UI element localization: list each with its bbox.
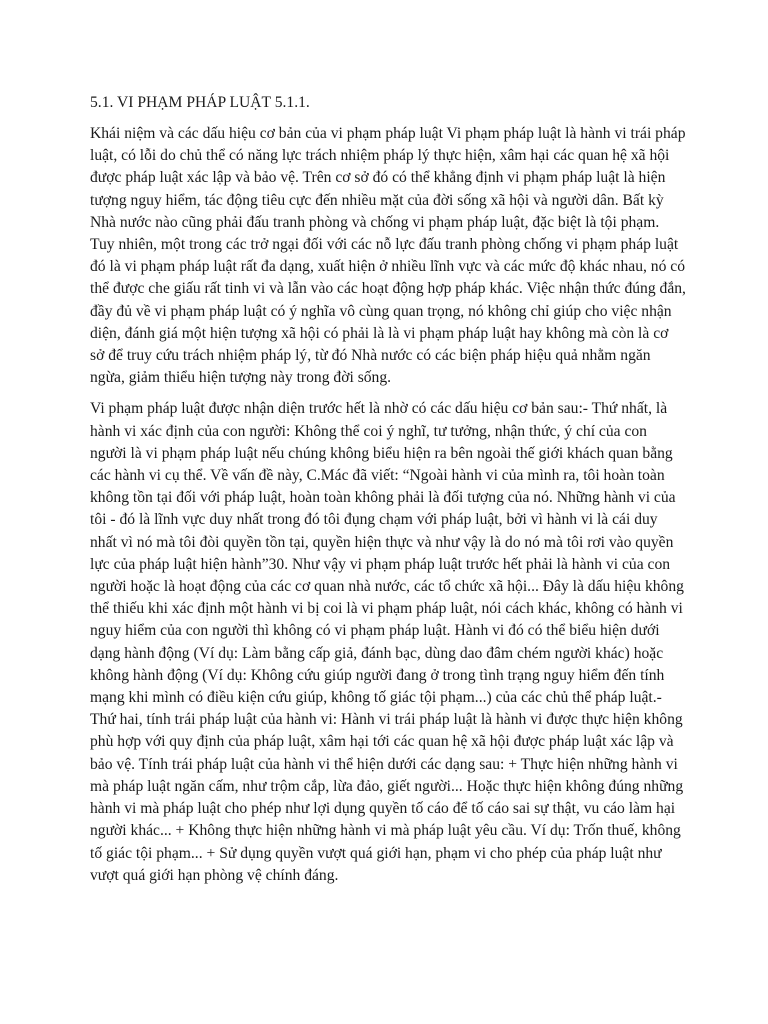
section-heading: 5.1. VI PHẠM PHÁP LUẬT 5.1.1. [90,94,310,111]
paragraph-signs: Vi phạm pháp luật được nhận diện trước hết là nhờ có các dấu hiệu cơ bản sau:- Thứ nhất, là hành vi xác định của con người: Không thể coi ý nghĩ, tư tưởng, nhận thức, ý chí của con người là vi phạm pháp luật nếu chúng không biểu hiện ra bên ngoài thế giới khách quan bằng các hành vi cụ thể. Về vấn đề này, C.Mác đã viết: “Ngoài hành vi của mình ra, tôi hoàn toàn không tồn tại đối với pháp luật, hoàn toàn không phải là đối tượng của nó. Những hành vi của tôi - đó là lĩnh vực duy nhất trong đó tôi đụng chạm với pháp luật, bởi vì hành vi là cái duy nhất vì nó mà tôi đòi quyền tồn tại, quyền hiện thực và như vậy là do nó mà tôi rơi vào quyền lực của pháp luật hiện hành”30. Như vậy vi phạm pháp luật trước hết phải là hành vi của con người hoặc là hoạt động của các cơ quan nhà nước, các tổ chức xã hội... Đây là dấu hiệu không thể thiếu khi xác định một hành vi bị coi là vi phạm pháp luật, nói cách khác, không có hành vi nguy hiểm của con người thì không có vi phạm pháp luật. Hành vi đó có thể biểu hiện dưới dạng hành động (Ví dụ: Làm bằng cấp giả, đánh bạc, dùng dao đâm chém người khác) hoặc không hành động (Ví dụ: Không cứu giúp người đang ở trong tình trạng nguy hiểm đến tính mạng khi mình có điều kiện cứu giúp, không tố giác tội phạm...) của các chủ thể pháp luật.- Thứ hai, tính trái pháp luật của hành vi: Hành vi trái pháp luật là hành vi được thực hiện không phù hợp với quy định của pháp luật, xâm hại tới các quan hệ xã hội được pháp luật xác lập và bảo vệ. Tính trái pháp luật của hành vi thể hiện dưới các dạng sau: + Thực hiện những hành vi mà pháp luật ngăn cấm, như trộm cắp, lừa đảo, giết người... Hoặc thực hiện không đúng những hành vi mà pháp luật cho phép như lợi dụng quyền tố cáo để tố cáo sai sự thật, vu cáo làm hại người khác... + Không thực hiện những hành vi mà pháp luật yêu cầu. Ví dụ: Trốn thuế, không tố giác tội phạm... + Sử dụng quyền vượt quá giới hạn, phạm vi cho phép của pháp luật như vượt quá giới hạn phòng vệ chính đáng. [90,400,684,884]
paragraph-concept: Khái niệm và các dấu hiệu cơ bản của vi phạm pháp luật Vi phạm pháp luật là hành vi trái pháp luật, có lỗi do chủ thể có năng lực trách nhiệm pháp lý thực hiện, xâm hại các quan hệ xã hội được pháp luật xác lập và bảo vệ. Trên cơ sở đó có thể khẳng định vi phạm pháp luật là hiện tượng nguy hiểm, tác động tiêu cực đến nhiều mặt của đời sống xã hội và người dân. Bất kỳ Nhà nước nào cũng phải đấu tranh phòng và chống vi phạm pháp luật, đặc biệt là tội phạm. Tuy nhiên, một trong các trở ngại đối với các nỗ lực đấu tranh phòng chống vi phạm pháp luật đó là vi phạm pháp luật rất đa dạng, xuất hiện ở nhiều lĩnh vực và các mức độ khác nhau, nó có thể được che giấu rất tinh vi và lẫn vào các hoạt động hợp pháp khác. Việc nhận thức đúng đắn, đầy đủ về vi phạm pháp luật có ý nghĩa vô cùng quan trọng, nó không chỉ giúp cho việc nhận diện, đánh giá một hiện tượng xã hội có phải là là vi phạm pháp luật hay không mà còn là cơ sở để truy cứu trách nhiệm pháp lý, từ đó Nhà nước có các biện pháp hiệu quả nhằm ngăn ngừa, giảm thiểu hiện tượng này trong đời sống. [90,125,686,387]
document-page [90,92,686,896]
